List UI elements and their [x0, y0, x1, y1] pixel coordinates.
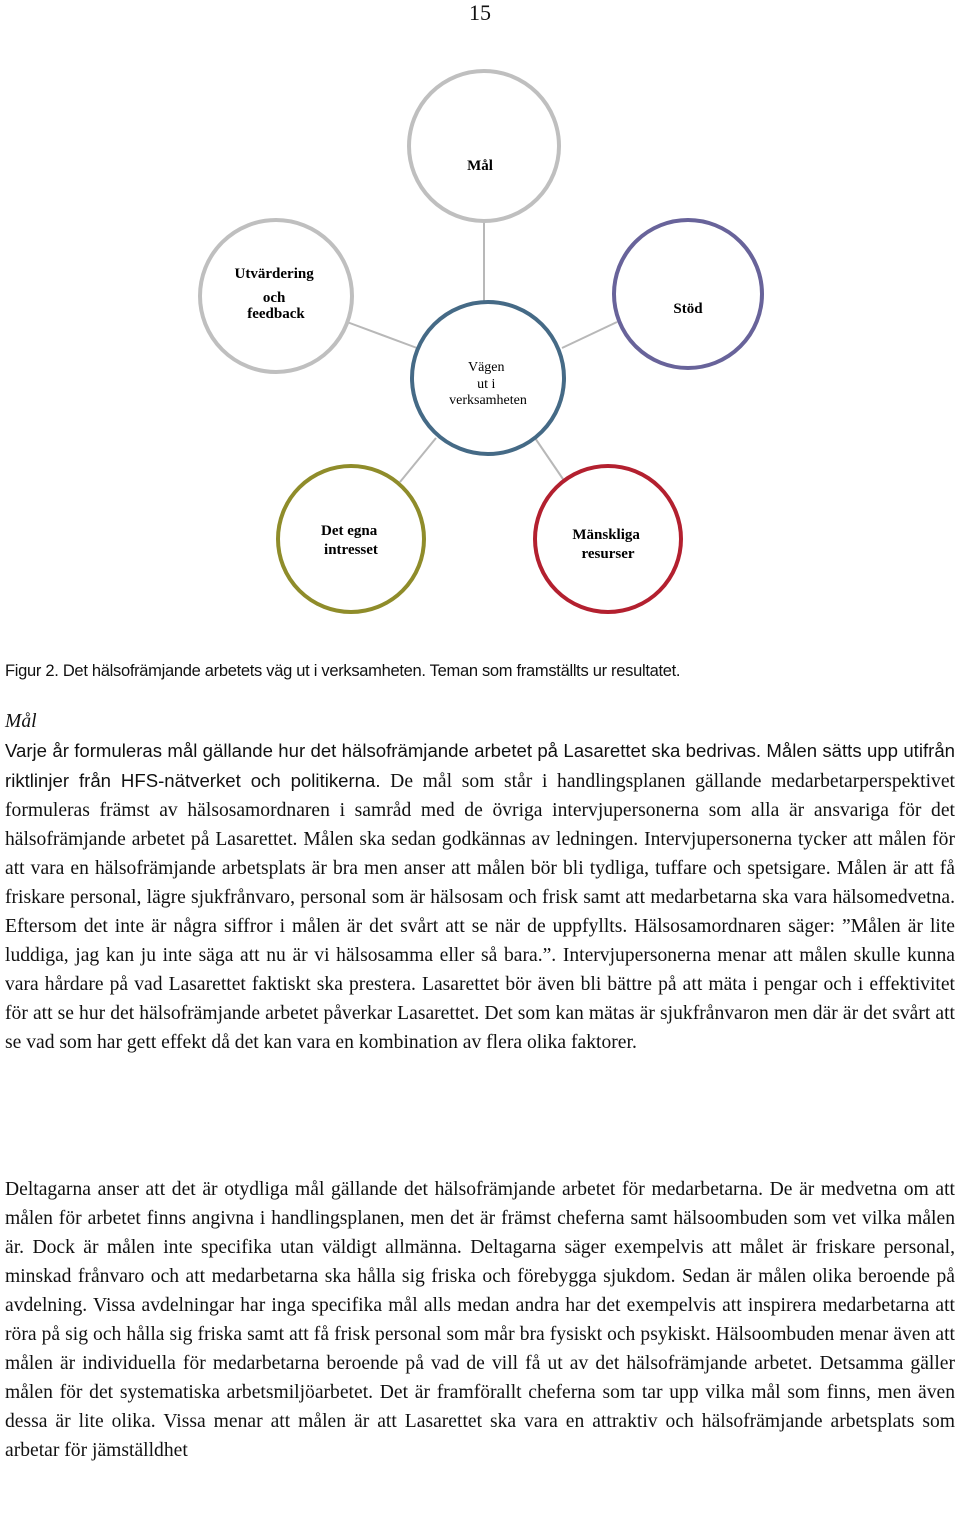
node-manskliga — [535, 466, 681, 612]
node-stod-label: Stöd — [673, 301, 703, 317]
node-vagen-label-3: verksamheten — [449, 393, 527, 408]
node-manskliga-label-2: resurser — [581, 546, 635, 562]
node-mal-label: Mål — [467, 158, 493, 174]
paragraph-1-body: De mål som står i handlingsplanen gällande medarbetarperspektivet formuleras främst av hälsosamordnaren i samråd med de övriga intervjupersonerna som alla är ansvariga för det hälsofrämjande arbetet på Lasarettet. Målen ska sedan godkännas av ledningen. Intervjupersonerna tycker att målen för att vara en hälsofrämjande arbetsplats är bra men anser att målen bör bli tydliga, tuffare och spetsigare. Målen är att få friskare personal, lägre sjukfrånvaro, personal som är hälsosam och frisk samt att medarbetarna ska vara hälsomedvetna. Eftersom det inte är några siffror i målen är det svårt att se när de uppfyllts. Hälsosamordnaren säger: ”Målen är lite luddiga, jag kan ju inte säga att nu är vi hälsosamma eller så bara.”. Intervjupersonerna menar att målen skulle kunna vara hårdare på vad Lasarettet faktiskt ska prestera. Lasarettet bör även bli bättre på att mäta i pengar och i effektivitet för att se hur det hälsofrämjande arbetet påverkar Lasarettet. Det som kan mätas är sjukfrånvaron men där är det svårt att se vad som har gett effekt då det kan vara en kombination av flera olika faktorer. — [5, 771, 955, 1053]
node-utvardering — [200, 220, 352, 372]
connector-det-egna — [400, 438, 436, 482]
node-vagen-label-1: Vägen — [467, 360, 505, 375]
node-mal-circle — [409, 71, 559, 221]
node-utvardering-label-2: och — [262, 290, 286, 306]
svg-text:Stöd — [673, 301, 703, 317]
pathway-diagram — [0, 0, 960, 640]
paragraph-2: Deltagarna anser att det är otydliga mål gällande det hälsofrämjande arbetet för medarbetarna. De är medvetna om att målen för arbetet finns angivna i handlingsplanen, men det är främst cheferna samt hälsoombuden som vet vilka målen är. Dock är målen inte specifika utan väldigt allmänna. Deltagarna säger exempelvis att målet är friskare personal, minskad frånvaro och att medarbetarna ska hålla sig friska och förebygga sjukdom. Sedan är målen olika beroende på avdelning. Vissa avdelningar har inga specifika mål alls medan andra har det exempelvis att inspirera medarbetarna att röra på sig och hålla sig friska samt att få frisk personal som mår bra fysiskt och psykiskt. Hälsoombuden menar även att målen är individuella för medarbetarna beroende på vad de vill få ut av det hälsofrämjande arbetet. Detsamma gäller målen för det systematiska arbetsmiljöarbetet. Det är framförallt cheferna som tar upp vilka mål som finns, men även dessa är lite olika. Vissa menar att målen är att Lasarettet ska vara en attraktiv och hälsofrämjande arbetsplats som arbetar för jämställdhet — [5, 1179, 955, 1461]
paragraph-1-lead: Varje år formuleras mål gällande hur det hälsofrämjande arbetet på Lasarettet ska bedrivas. Målen sätts upp utifrån riktlinjer från HFS-nätverket och politikerna. — [5, 740, 955, 791]
paragraph-2-block — [5, 1175, 955, 1465]
node-det-egna — [278, 466, 424, 612]
node-utvardering-label-3: feedback — [247, 306, 305, 322]
section-mal — [5, 707, 955, 1057]
section-heading: Mål — [5, 711, 37, 732]
page-number: 15 — [469, 0, 491, 25]
paragraph-1 — [5, 736, 955, 1057]
svg-text:Mål — [467, 158, 493, 174]
node-mal — [409, 71, 559, 221]
connector-utvardering — [347, 322, 417, 348]
connector-stod — [562, 322, 617, 348]
node-det-egna-label-1: Det egna — [321, 523, 378, 539]
node-det-egna-circle — [278, 466, 424, 612]
node-vagen-label-2: ut i — [477, 377, 496, 392]
node-det-egna-label-2: intresset — [324, 542, 378, 558]
node-vagen — [412, 302, 564, 454]
figure-caption: Figur 2. Det hälsofrämjande arbetets väg ut i verksamheten. Teman som framställts ur resultatet. — [5, 662, 681, 680]
node-manskliga-label-1: Mänskliga — [572, 527, 640, 543]
connector-manskliga — [535, 438, 565, 482]
node-stod — [614, 220, 762, 368]
node-stod-circle — [614, 220, 762, 368]
node-utvardering-label-1: Utvärdering — [234, 266, 314, 282]
